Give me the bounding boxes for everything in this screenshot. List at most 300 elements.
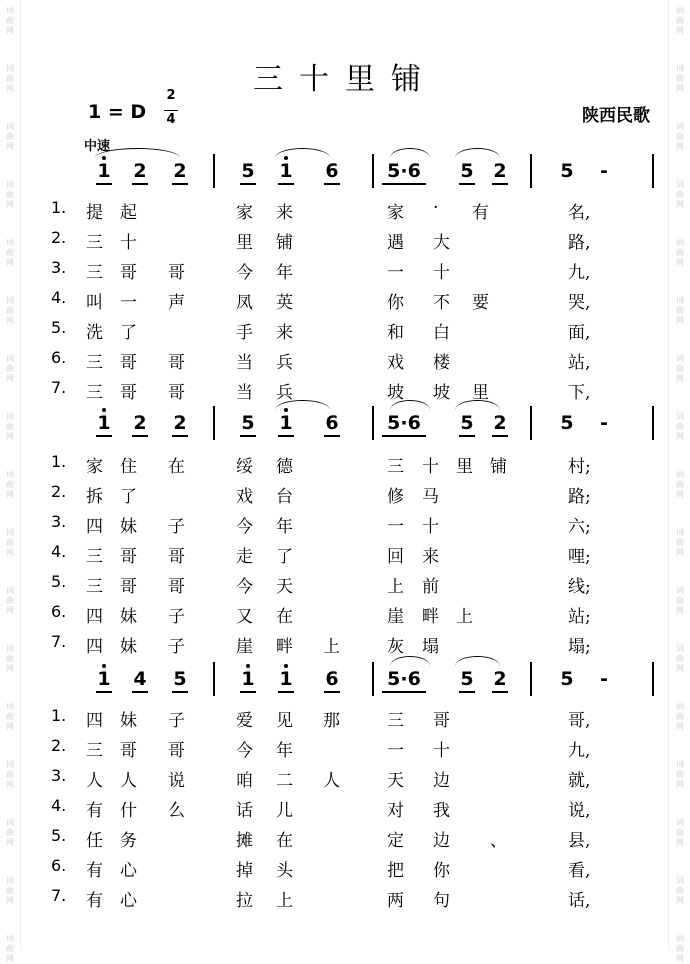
verse-number: 1. — [51, 452, 67, 471]
lyric-syllable: 六; — [568, 517, 591, 537]
lyric-syllable: 人 — [86, 771, 103, 791]
watermark-text: 词 曲 网 — [676, 470, 684, 499]
lyric-syllable: 住 — [120, 457, 137, 477]
lyric-syllable: 崖 — [387, 607, 404, 627]
eighth-underline — [278, 183, 294, 185]
lyric-syllable: 了 — [120, 323, 137, 343]
lyric-syllable: 咱 — [236, 771, 253, 791]
lyric-syllable: 有 — [86, 801, 103, 821]
tempo-marking: 中速 — [84, 139, 111, 154]
lyric-syllable: 声 — [168, 293, 185, 313]
lyric-syllable: 铺 — [490, 457, 507, 477]
lyric-syllable: 一 — [387, 263, 404, 283]
lyric-syllable: 哥 — [168, 353, 185, 373]
lyric-syllable: 村; — [568, 457, 591, 477]
watermark-text: 词 曲 网 — [6, 702, 14, 731]
lyric-syllable: 今 — [236, 263, 253, 283]
lyric-line — [0, 706, 690, 732]
lyric-syllable: 四 — [86, 711, 103, 731]
barline — [372, 154, 374, 188]
watermark-text: 词 曲 网 — [6, 528, 14, 557]
lyric-syllable: 来 — [276, 323, 293, 343]
lyric-syllable: 德 — [276, 457, 293, 477]
lyric-syllable: 县, — [568, 831, 591, 851]
eighth-underline — [492, 691, 508, 693]
verse-number: 2. — [51, 736, 67, 755]
jianpu-note: 5 — [236, 412, 260, 434]
jianpu-note: 2 — [488, 668, 512, 690]
watermark-text: 词 曲 网 — [676, 296, 684, 325]
lyric-syllable: 兵 — [276, 383, 293, 403]
jianpu-note: 4 — [128, 668, 152, 690]
lyric-syllable: 子 — [168, 711, 185, 731]
lyric-syllable: 子 — [168, 607, 185, 627]
lyric-syllable: 三 — [86, 741, 103, 761]
lyric-syllable: 三 — [387, 711, 404, 731]
jianpu-note: 5 — [455, 668, 479, 690]
eighth-underline — [132, 691, 148, 693]
high-octave-dot — [284, 664, 288, 668]
lyric-syllable: 三 — [387, 457, 404, 477]
lyric-syllable: 戏 — [236, 487, 253, 507]
verse-number: 4. — [51, 796, 67, 815]
lyric-syllable: 什 — [120, 801, 137, 821]
eighth-underline — [382, 691, 426, 693]
jianpu-note: 6 — [320, 412, 344, 434]
verse-number: 6. — [51, 348, 67, 367]
jianpu-note: 2 — [488, 412, 512, 434]
lyric-syllable: 哥 — [168, 263, 185, 283]
lyric-syllable: 畔 — [422, 607, 439, 627]
lyric-line — [0, 378, 690, 404]
lyric-syllable: 有 — [86, 861, 103, 881]
jianpu-note: 5·6 — [378, 668, 430, 690]
lyric-syllable: 起 — [120, 203, 137, 223]
lyric-syllable: 里 — [236, 233, 253, 253]
meter-line — [164, 110, 178, 111]
lyric-syllable: 哥 — [120, 741, 137, 761]
watermark-text: 词 曲 网 — [676, 586, 684, 615]
lyric-line — [0, 826, 690, 852]
key-signature: 1 = D — [88, 101, 147, 123]
jianpu-note: 1 — [274, 668, 298, 690]
lyric-syllable: 坡 — [387, 383, 404, 403]
lyric-syllable: 十 — [433, 741, 450, 761]
jianpu-note: - — [600, 412, 608, 434]
lyric-syllable: 了 — [120, 487, 137, 507]
lyric-syllable: 就, — [568, 771, 591, 791]
lyric-syllable: 下, — [568, 383, 591, 403]
lyric-syllable: 妹 — [120, 711, 137, 731]
lyric-syllable: 绥 — [236, 457, 253, 477]
lyric-syllable: 你 — [387, 293, 404, 313]
eighth-underline — [278, 691, 294, 693]
lyric-syllable: 名, — [568, 203, 591, 223]
lyric-syllable: 上 — [456, 607, 473, 627]
lyric-syllable: 四 — [86, 637, 103, 657]
watermark-text: 词 曲 网 — [6, 180, 14, 209]
watermark-text: 词 曲 网 — [676, 644, 684, 673]
lyric-syllable: 路; — [568, 487, 591, 507]
jianpu-note: 5 — [455, 160, 479, 182]
lyric-syllable: 我 — [433, 801, 450, 821]
jianpu-note: - — [600, 160, 608, 182]
lyric-syllable: 上 — [323, 637, 340, 657]
lyric-syllable: 天 — [276, 577, 293, 597]
barline — [372, 662, 374, 696]
jianpu-note: 6 — [320, 160, 344, 182]
barline — [652, 154, 654, 188]
lyric-syllable: 一 — [387, 517, 404, 537]
eighth-underline — [96, 691, 112, 693]
lyric-syllable: 今 — [236, 741, 253, 761]
watermark-text: 词 曲 网 — [6, 238, 14, 267]
watermark-text: 词 曲 网 — [6, 818, 14, 847]
jianpu-note: 1 — [236, 668, 260, 690]
lyric-syllable: 上 — [276, 891, 293, 911]
lyric-syllable: 三 — [86, 547, 103, 567]
verse-number: 5. — [51, 318, 67, 337]
lyric-syllable: 十 — [433, 263, 450, 283]
lyric-syllable: 里 — [472, 383, 489, 403]
lyric-syllable: 任 — [86, 831, 103, 851]
lyric-syllable: 儿 — [276, 801, 293, 821]
watermark-text: 词 曲 网 — [6, 586, 14, 615]
lyric-syllable: 崖 — [236, 637, 253, 657]
lyric-syllable: 、 — [490, 831, 507, 851]
lyric-syllable: 坡 — [433, 383, 450, 403]
lyric-syllable: 铺 — [276, 233, 293, 253]
lyric-syllable: 当 — [236, 353, 253, 373]
lyric-syllable: 叫 — [86, 293, 103, 313]
lyric-syllable: 马 — [422, 487, 439, 507]
lyric-syllable: 哥 — [168, 741, 185, 761]
lyric-syllable: 兵 — [276, 353, 293, 373]
lyric-syllable: 走 — [236, 547, 253, 567]
lyric-syllable: 哥 — [168, 383, 185, 403]
verse-number: 1. — [51, 198, 67, 217]
watermark-text: 词 曲 网 — [676, 64, 684, 93]
lyric-syllable: 十 — [422, 517, 439, 537]
lyric-line — [0, 288, 690, 314]
lyric-syllable: 面, — [568, 323, 591, 343]
jianpu-note: 5 — [560, 668, 574, 690]
watermark-text: 词 曲 网 — [6, 470, 14, 499]
watermark-text: 词 曲 网 — [676, 180, 684, 209]
lyric-syllable: 凤 — [236, 293, 253, 313]
lyric-line — [0, 572, 690, 598]
jianpu-note: - — [600, 668, 608, 690]
lyric-syllable: 今 — [236, 577, 253, 597]
jianpu-note: 5·6 — [378, 160, 430, 182]
watermark-text: 词 曲 网 — [676, 6, 684, 35]
eighth-underline — [172, 435, 188, 437]
jianpu-note: 1 — [92, 412, 116, 434]
jianpu-note: 1 — [92, 160, 116, 182]
jianpu-note: 2 — [488, 160, 512, 182]
lyric-syllable: 句 — [433, 891, 450, 911]
lyric-syllable: 楼 — [433, 353, 450, 373]
lyric-syllable: 回 — [387, 547, 404, 567]
lyric-syllable: 来 — [276, 203, 293, 223]
lyric-syllable: 哥, — [568, 711, 591, 731]
lyric-syllable: 头 — [276, 861, 293, 881]
jianpu-note: 5 — [455, 412, 479, 434]
verse-number: 3. — [51, 512, 67, 531]
lyric-syllable: 修 — [387, 487, 404, 507]
eighth-underline — [324, 435, 340, 437]
lyric-syllable: 哩; — [568, 547, 591, 567]
barline — [213, 406, 215, 440]
lyric-syllable: 那 — [323, 711, 340, 731]
lyric-syllable: 塌; — [568, 637, 591, 657]
jianpu-note: 5 — [168, 668, 192, 690]
watermark-text: 词 曲 网 — [676, 702, 684, 731]
lyric-syllable: 塌 — [422, 637, 439, 657]
lyric-syllable: 白 — [433, 323, 450, 343]
lyric-syllable: 三 — [86, 263, 103, 283]
lyric-syllable: 台 — [276, 487, 293, 507]
lyric-syllable: 二 — [276, 771, 293, 791]
lyric-syllable: 天 — [387, 771, 404, 791]
lyric-syllable: 拆 — [86, 487, 103, 507]
lyric-syllable: 在 — [276, 607, 293, 627]
lyric-syllable: 子 — [168, 517, 185, 537]
song-source: 陕西民歌 — [582, 106, 650, 126]
lyric-syllable: 一 — [387, 741, 404, 761]
eighth-underline — [492, 183, 508, 185]
barline — [652, 662, 654, 696]
eighth-underline — [278, 435, 294, 437]
lyric-syllable: 和 — [387, 323, 404, 343]
jianpu-note: 1 — [92, 668, 116, 690]
lyric-syllable: 遇 — [387, 233, 404, 253]
jianpu-note: 2 — [168, 160, 192, 182]
lyric-syllable: · — [433, 198, 439, 218]
watermark-text: 词 曲 网 — [676, 238, 684, 267]
eighth-underline — [96, 435, 112, 437]
watermark-text: 词 曲 网 — [676, 760, 684, 789]
eighth-underline — [96, 183, 112, 185]
lyric-syllable: 英 — [276, 293, 293, 313]
verse-number: 2. — [51, 228, 67, 247]
barline — [652, 406, 654, 440]
lyric-syllable: 手 — [236, 323, 253, 343]
jianpu-note: 1 — [274, 160, 298, 182]
eighth-underline — [172, 183, 188, 185]
lyric-syllable: 对 — [387, 801, 404, 821]
verse-number: 4. — [51, 288, 67, 307]
watermark-text: 词 曲 网 — [676, 876, 684, 905]
watermark-text: 词 曲 网 — [6, 6, 14, 35]
watermark-text: 词 曲 网 — [676, 354, 684, 383]
watermark-text: 词 曲 网 — [6, 122, 14, 151]
lyric-syllable: 把 — [387, 861, 404, 881]
lyric-syllable: 看, — [568, 861, 591, 881]
lyric-syllable: 说, — [568, 801, 591, 821]
lyric-syllable: 人 — [323, 771, 340, 791]
lyric-line — [0, 198, 690, 224]
eighth-underline — [459, 183, 475, 185]
lyric-syllable: 妹 — [120, 517, 137, 537]
lyric-syllable: 当 — [236, 383, 253, 403]
lyric-syllable: 话 — [236, 801, 253, 821]
lyric-line — [0, 542, 690, 568]
lyric-line — [0, 886, 690, 912]
lyric-syllable: 里 — [456, 457, 473, 477]
lyric-syllable: 你 — [433, 861, 450, 881]
lyric-syllable: 哥 — [120, 577, 137, 597]
jianpu-note: 5 — [560, 412, 574, 434]
lyric-syllable: 妹 — [120, 637, 137, 657]
slur — [275, 148, 330, 158]
watermark-text: 词 曲 网 — [676, 412, 684, 441]
lyric-line — [0, 766, 690, 792]
eighth-underline — [172, 691, 188, 693]
eighth-underline — [382, 435, 426, 437]
lyric-syllable: 九, — [568, 263, 591, 283]
eighth-underline — [324, 691, 340, 693]
verse-number: 2. — [51, 482, 67, 501]
verse-number: 6. — [51, 856, 67, 875]
watermark-text: 词 曲 网 — [6, 644, 14, 673]
verse-number: 3. — [51, 258, 67, 277]
lyric-syllable: 站; — [568, 607, 591, 627]
lyric-syllable: 哭, — [568, 293, 591, 313]
eighth-underline — [382, 183, 426, 185]
meter-bottom: 4 — [166, 112, 176, 127]
eighth-underline — [132, 183, 148, 185]
lyric-syllable: 哥 — [433, 711, 450, 731]
barline — [372, 406, 374, 440]
lyric-line — [0, 796, 690, 822]
lyric-line — [0, 856, 690, 882]
lyric-syllable: 要 — [472, 293, 489, 313]
verse-number: 5. — [51, 572, 67, 591]
lyric-syllable: 年 — [276, 263, 293, 283]
lyric-syllable: 么 — [168, 801, 185, 821]
lyric-syllable: 家 — [236, 203, 253, 223]
lyric-syllable: 十 — [422, 457, 439, 477]
watermark-text: 词 曲 网 — [6, 760, 14, 789]
lyric-syllable: 子 — [168, 637, 185, 657]
lyric-line — [0, 452, 690, 478]
slur — [390, 148, 430, 158]
lyric-line — [0, 736, 690, 762]
lyric-syllable: 线; — [568, 577, 591, 597]
lyric-syllable: 前 — [422, 577, 439, 597]
lyric-syllable: 在 — [168, 457, 185, 477]
lyric-syllable: 又 — [236, 607, 253, 627]
lyric-syllable: 不 — [433, 293, 450, 313]
watermark-text: 词 曲 网 — [6, 296, 14, 325]
high-octave-dot — [246, 664, 250, 668]
lyric-syllable: 边 — [433, 831, 450, 851]
lyric-syllable: 拉 — [236, 891, 253, 911]
verse-number: 4. — [51, 542, 67, 561]
watermark-text: 词 曲 网 — [6, 876, 14, 905]
lyric-syllable: 有 — [472, 203, 489, 223]
eighth-underline — [492, 435, 508, 437]
lyric-syllable: 见 — [276, 711, 293, 731]
eighth-underline — [324, 183, 340, 185]
eighth-underline — [459, 691, 475, 693]
eighth-underline — [240, 435, 256, 437]
lyric-syllable: 路, — [568, 233, 591, 253]
lyric-syllable: 家 — [86, 457, 103, 477]
lyric-syllable: 年 — [276, 741, 293, 761]
lyric-syllable: 来 — [422, 547, 439, 567]
eighth-underline — [459, 435, 475, 437]
lyric-line — [0, 348, 690, 374]
lyric-line — [0, 258, 690, 284]
song-title: 三十里铺 — [253, 62, 437, 97]
lyric-line — [0, 512, 690, 538]
verse-number: 7. — [51, 632, 67, 651]
eighth-underline — [240, 691, 256, 693]
lyric-syllable: 三 — [86, 577, 103, 597]
lyric-syllable: 上 — [387, 577, 404, 597]
lyric-syllable: 在 — [276, 831, 293, 851]
watermark-text: 词 曲 网 — [6, 64, 14, 93]
lyric-syllable: 四 — [86, 517, 103, 537]
jianpu-note: 2 — [128, 160, 152, 182]
lyric-syllable: 妹 — [120, 607, 137, 627]
barline — [213, 154, 215, 188]
jianpu-note: 1 — [274, 412, 298, 434]
high-octave-dot — [102, 664, 106, 668]
lyric-syllable: 戏 — [387, 353, 404, 373]
lyric-syllable: 爱 — [236, 711, 253, 731]
high-octave-dot — [102, 408, 106, 412]
lyric-syllable: 十 — [120, 233, 137, 253]
lyric-syllable: 哥 — [120, 353, 137, 373]
jianpu-note: 6 — [320, 668, 344, 690]
lyric-line — [0, 318, 690, 344]
verse-number: 7. — [51, 378, 67, 397]
lyric-syllable: 边 — [433, 771, 450, 791]
lyric-syllable: 心 — [120, 891, 137, 911]
lyric-syllable: 哥 — [120, 547, 137, 567]
eighth-underline — [240, 183, 256, 185]
lyric-syllable: 说 — [168, 771, 185, 791]
lyric-syllable: 提 — [86, 203, 103, 223]
lyric-syllable: 灰 — [387, 637, 404, 657]
lyric-syllable: 哥 — [168, 547, 185, 567]
watermark-text: 词 曲 网 — [676, 818, 684, 847]
lyric-syllable: 心 — [120, 861, 137, 881]
jianpu-note: 2 — [168, 412, 192, 434]
jianpu-note: 2 — [128, 412, 152, 434]
lyric-syllable: 两 — [387, 891, 404, 911]
lyric-syllable: 掉 — [236, 861, 253, 881]
barline — [213, 662, 215, 696]
meter-top: 2 — [166, 88, 176, 103]
lyric-syllable: 有 — [86, 891, 103, 911]
lyric-line — [0, 228, 690, 254]
lyric-syllable: 一 — [120, 293, 137, 313]
watermark-text: 词 曲 网 — [676, 934, 684, 963]
lyric-syllable: 畔 — [276, 637, 293, 657]
lyric-syllable: 人 — [120, 771, 137, 791]
lyric-syllable: 站, — [568, 353, 591, 373]
lyric-line — [0, 632, 690, 658]
lyric-line — [0, 482, 690, 508]
lyric-line — [0, 602, 690, 628]
lyric-syllable: 大 — [433, 233, 450, 253]
lyric-syllable: 三 — [86, 353, 103, 373]
lyric-syllable: 洗 — [86, 323, 103, 343]
